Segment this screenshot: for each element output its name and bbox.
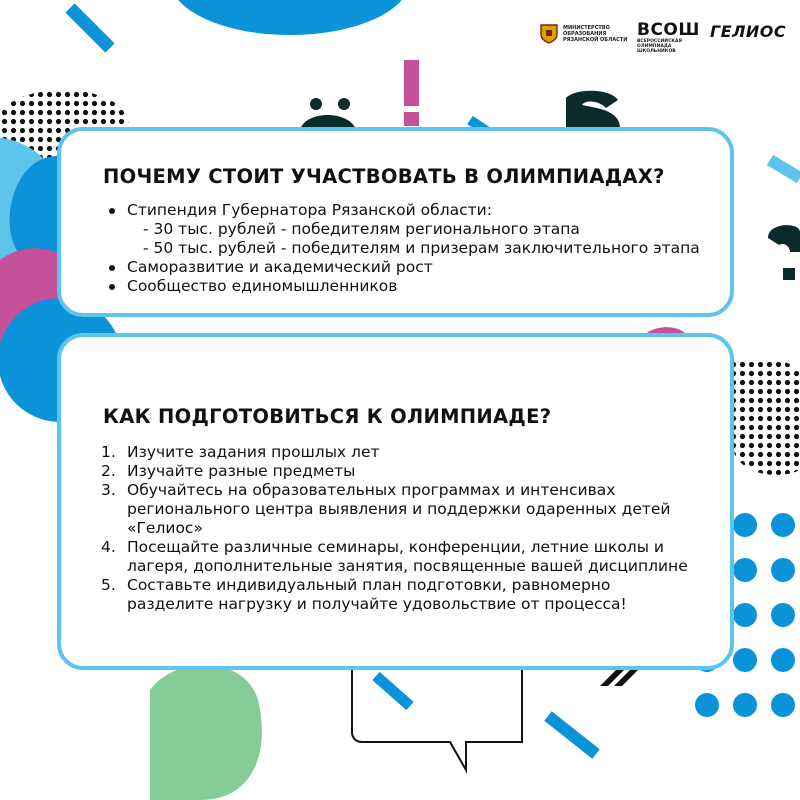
vsosh-subtitle: ВСЕРОССИЙСКАЯ ОЛИМПИАДА ШКОЛЬНИКОВ	[637, 39, 682, 54]
top-blue-blob	[170, 0, 410, 35]
ministry-text: МИНИСТЕРСТВО ОБРАЗОВАНИЯ РЯЗАНСКОЙ ОБЛАСТИ	[563, 25, 628, 43]
quote-glyph	[600, 670, 638, 686]
ministry-logo	[540, 24, 629, 44]
blue-dash	[70, 8, 110, 48]
step-number: 4.	[101, 538, 116, 556]
how-steps	[101, 443, 701, 614]
umlaut-glyph	[300, 98, 356, 130]
step-text: Изучайте разные предметы	[127, 462, 356, 480]
blue-dash-bottom	[548, 716, 596, 754]
list-item	[101, 538, 701, 576]
step-number: 1.	[101, 443, 116, 461]
coat-of-arms-icon	[540, 24, 558, 44]
list-item	[101, 462, 701, 481]
why-title: ПОЧЕМУ СТОИТ УЧАСТВОВАТЬ В ОЛИМПИАДАХ?	[103, 165, 665, 188]
scholarship-sub-1: - 30 тыс. рублей - победителям регионального этапа	[143, 220, 580, 238]
scholarship-text: Стипендия Губернатора Рязанской области:	[127, 201, 492, 219]
list-item	[101, 481, 701, 538]
exclamation-glyph	[404, 60, 419, 126]
step-number: 2.	[101, 462, 116, 480]
list-item	[105, 277, 725, 296]
step-number: 5.	[101, 576, 116, 594]
vsosh-logo	[637, 21, 700, 54]
why-card	[57, 127, 734, 317]
list-item	[101, 443, 701, 462]
s-glyph	[566, 91, 620, 128]
dotted-blob-right	[725, 359, 800, 475]
list-item	[105, 258, 725, 277]
community-text: Сообщество единомышленников	[127, 277, 398, 295]
gelios-wordmark: ГЕЛИОС	[710, 22, 787, 41]
step-number: 3.	[101, 481, 116, 499]
step-text: Изучите задания прошлых лет	[127, 443, 380, 461]
list-item	[105, 201, 725, 220]
question-glyph	[768, 225, 800, 280]
step-text: Составьте индивидуальный план подготовки, равномерно разделите нагрузку и получайте удовольствие от процесса!	[127, 576, 627, 613]
gelios-logo	[710, 22, 786, 41]
scholarship-sub-2: - 50 тыс. рублей - победителям и призерам заключительного этапа	[143, 239, 700, 257]
how-title: КАК ПОДГОТОВИТЬСЯ К ОЛИМПИАДЕ?	[103, 405, 552, 428]
green-blob-bottom	[150, 665, 262, 800]
how-card	[57, 333, 734, 670]
blue-dash-right	[770, 160, 800, 178]
list-item	[101, 576, 701, 614]
selfdev-text: Саморазвитие и академический рост	[127, 258, 433, 276]
why-list	[105, 201, 725, 296]
step-text: Обучайтесь на образовательных программах и интенсивах регионального центра выявления и поддержки одаренных детей «Гелиос»	[127, 481, 671, 537]
blue-dash-bubble	[376, 676, 410, 706]
step-text: Посещайте различные семинары, конференции, летние школы и лагеря, дополнительные занятия, посвященные вашей дисциплине	[127, 538, 688, 575]
vsosh-wordmark: ВСОШ	[637, 20, 700, 40]
